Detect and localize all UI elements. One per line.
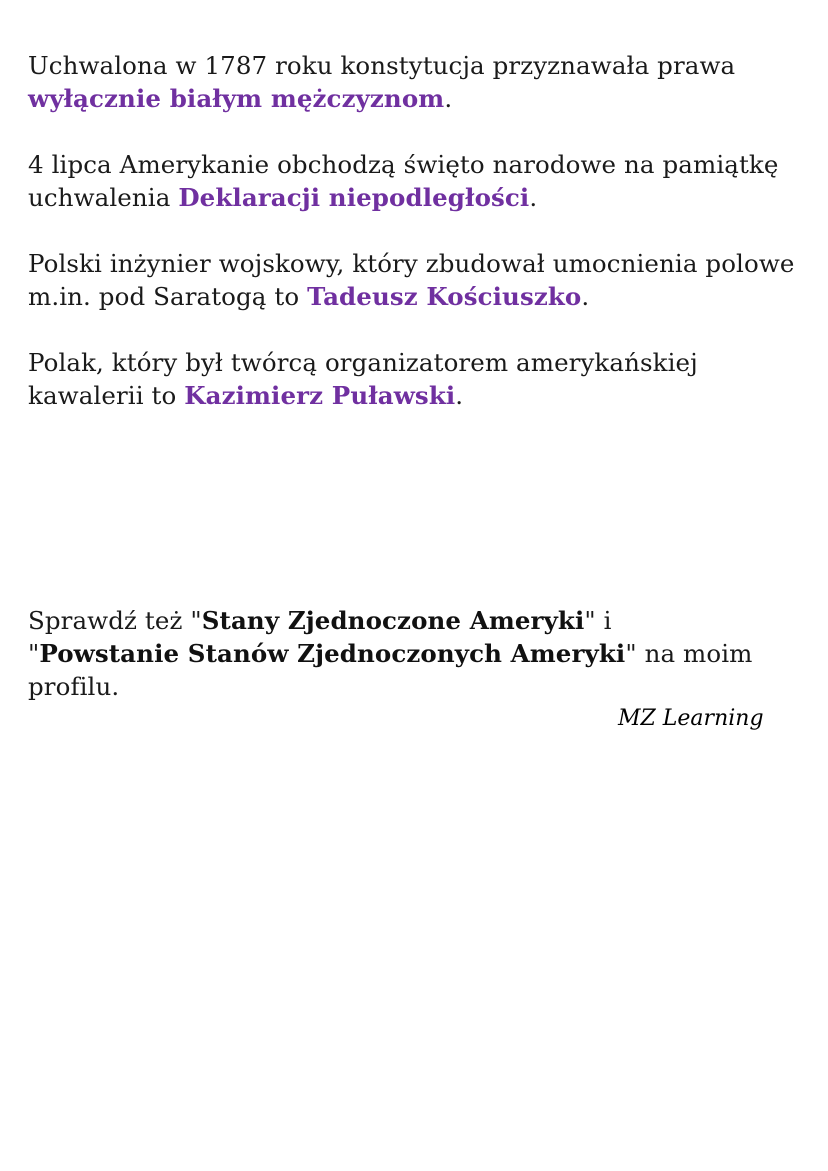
author-signature: MZ Learning (618, 706, 764, 731)
fact-independence-day (28, 148, 818, 214)
fact-highlight: wyłącznie białym mężczyznom (28, 84, 445, 113)
fact-text: Polski inżynier wojskowy, który zbudował umocnienia polowe m.in. pod Saratogą to (28, 249, 795, 311)
see-also-title-usa: Stany Zjednoczone Ameryki (201, 606, 585, 635)
fact-kosciuszko (28, 247, 818, 313)
fact-highlight: Deklaracji niepodległości (178, 183, 530, 212)
fact-highlight: Kazimierz Puławski (184, 381, 456, 410)
fact-text: 4 lipca Amerykanie obchodzą święto narodowe na pamiątkę uchwalenia (28, 150, 779, 212)
see-also-quote: " (28, 639, 40, 668)
fact-text: Polak, który był twórcą organizatorem amerykańskiej kawalerii to (28, 348, 698, 410)
fact-pulaski (28, 346, 818, 412)
fact-punctuation: . (581, 282, 590, 311)
fact-punctuation: . (455, 381, 464, 410)
see-also-prefix: Sprawdź też " (28, 606, 202, 635)
fact-punctuation: . (529, 183, 538, 212)
see-also-title-uprising: Powstanie Stanów Zjednoczonych Ameryki (39, 639, 626, 668)
see-also-connector: " i (584, 606, 612, 635)
see-also-note (28, 604, 818, 703)
fact-constitution (28, 49, 818, 115)
see-also-suffix: " na moim profilu. (28, 639, 753, 701)
fact-punctuation: . (444, 84, 453, 113)
facts-section (28, 49, 818, 412)
fact-highlight: Tadeusz Kościuszko (307, 282, 582, 311)
fact-text: Uchwalona w 1787 roku konstytucja przyznawała prawa (28, 51, 736, 80)
see-also-text (28, 604, 818, 703)
